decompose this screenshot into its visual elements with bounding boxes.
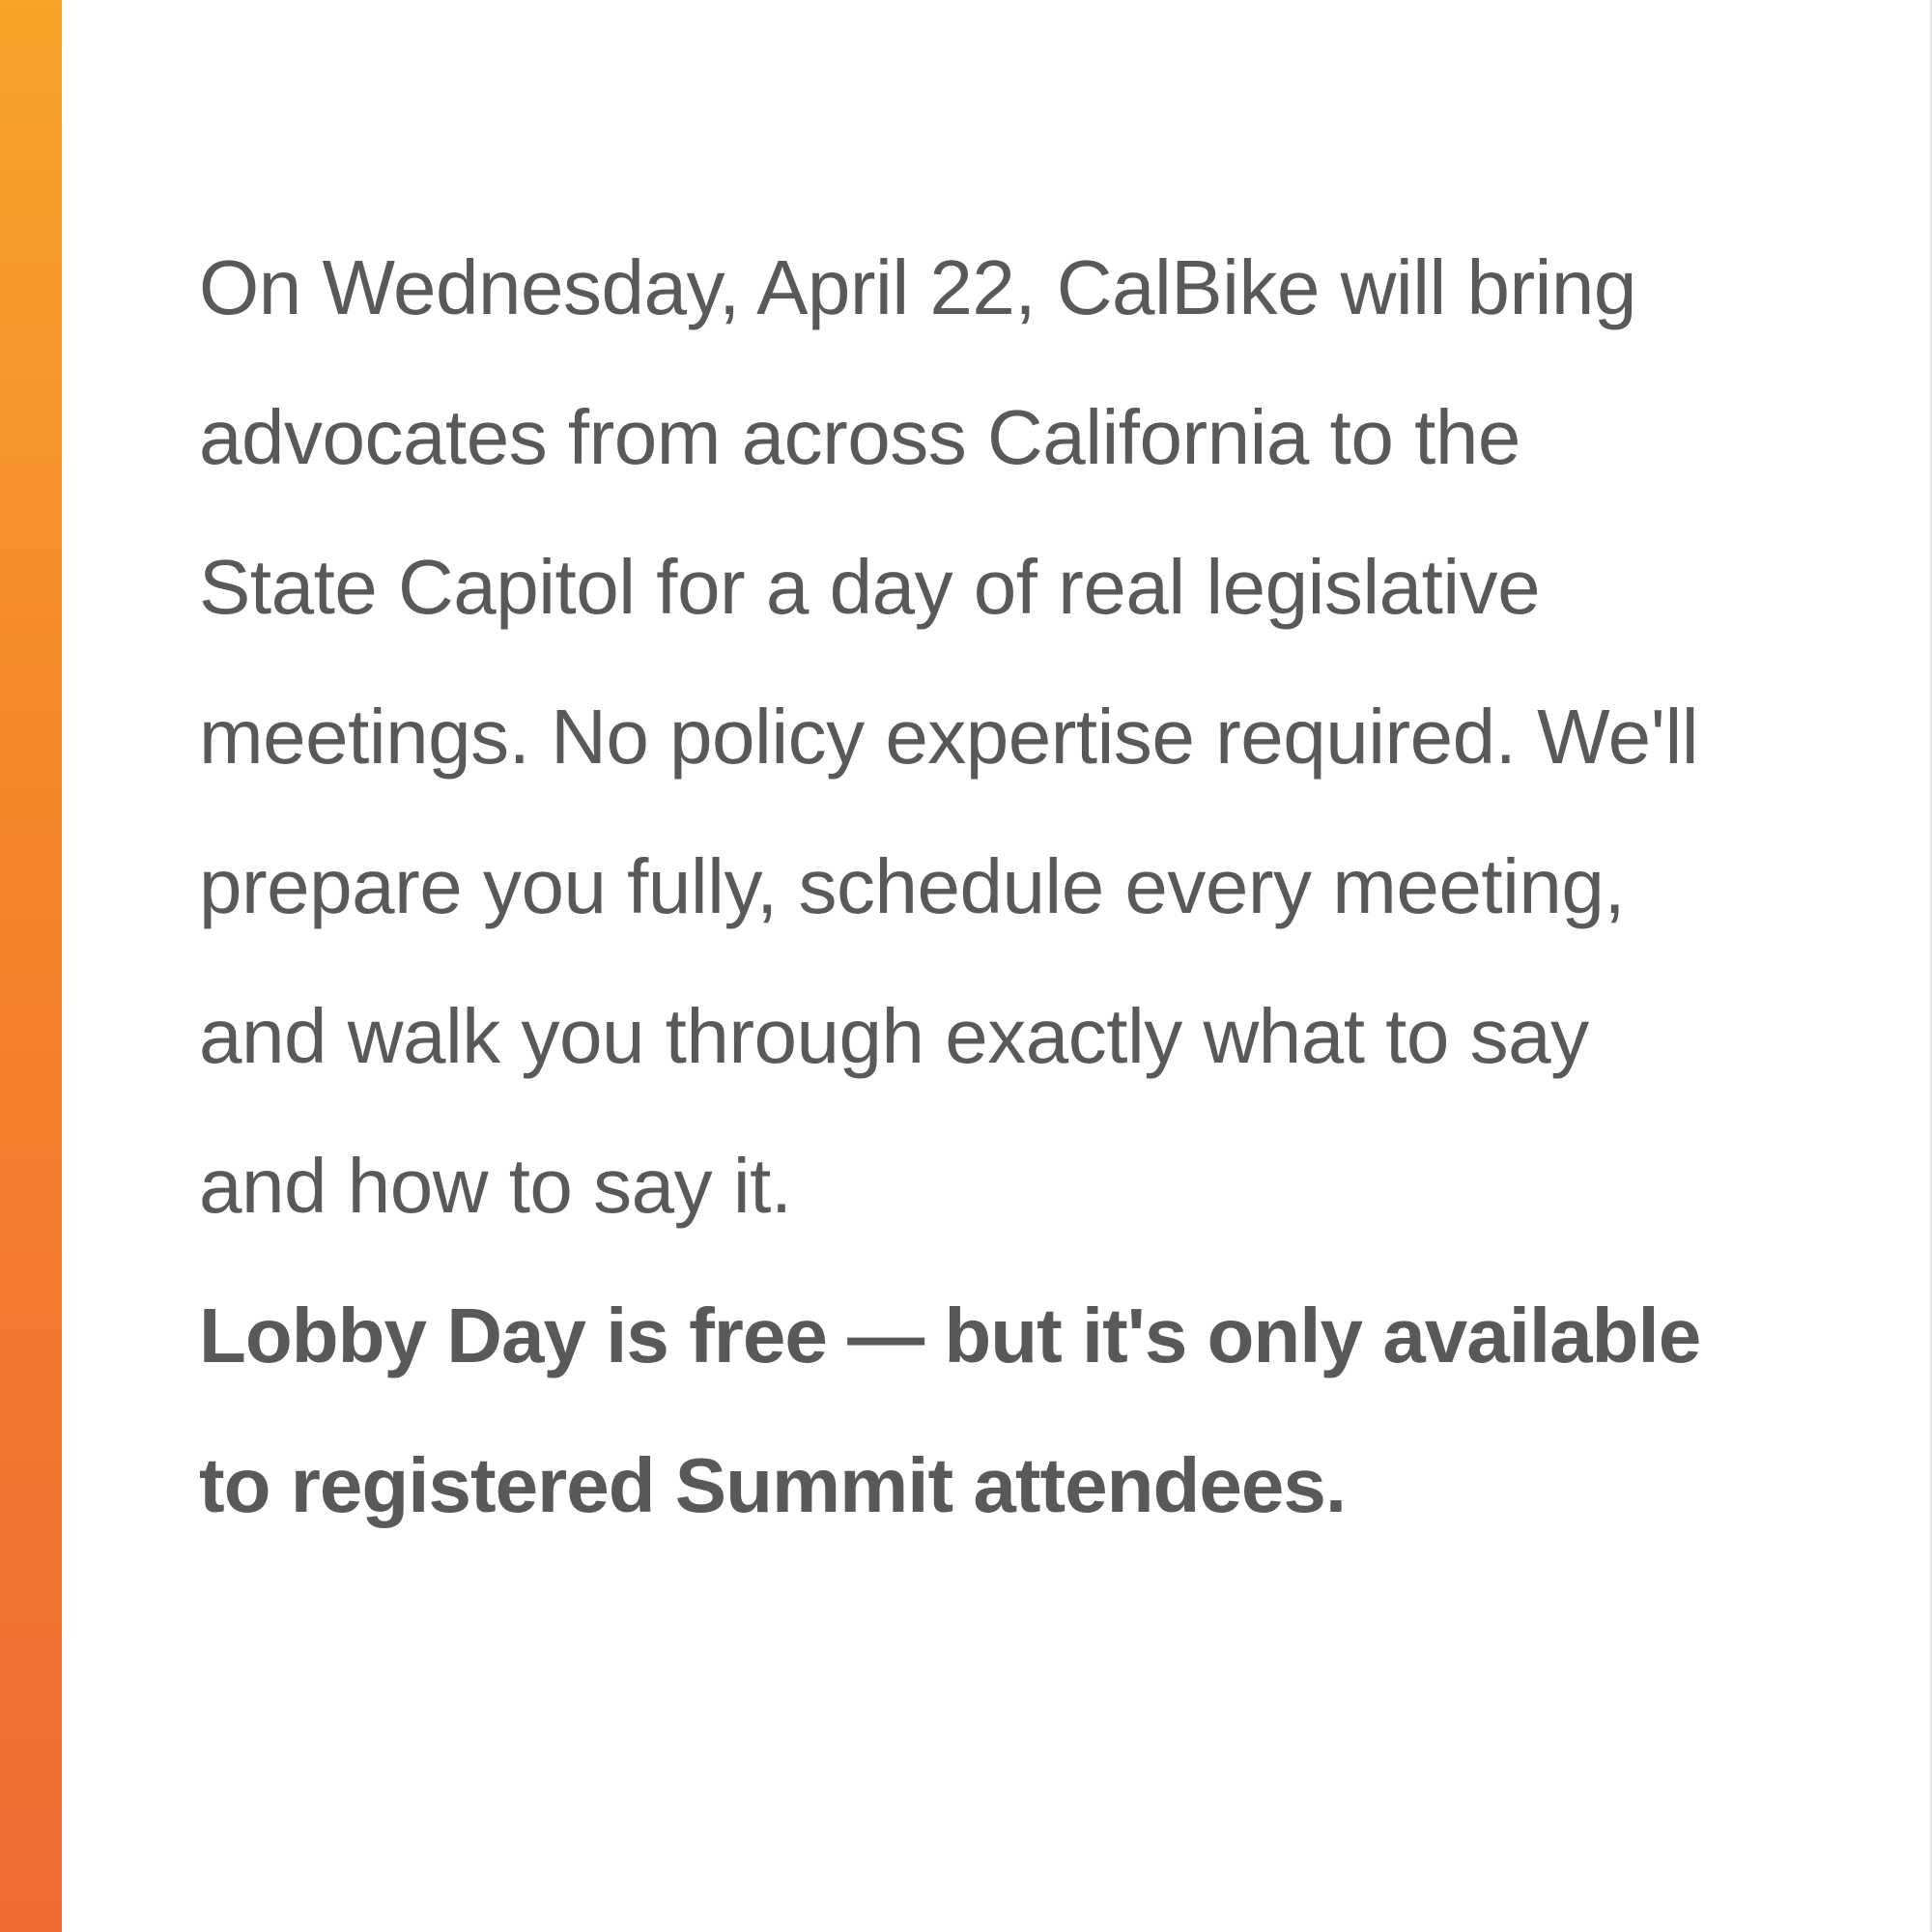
lobby-day-eligibility-note: Lobby Day is free — but it's only available to registered Summit attendees. (199, 1293, 1701, 1528)
announcement-text-block (199, 213, 1706, 1560)
lobby-day-description: On Wednesday, April 22, CalBike will bring advocates from across California to the State Capitol for a day of real legislative meetings. No policy expertise required. We'll prepare you fully, schedule every meeting, and walk you through exactly what to say and how to say it. (199, 244, 1698, 1229)
orange-accent-bar (0, 0, 62, 1932)
